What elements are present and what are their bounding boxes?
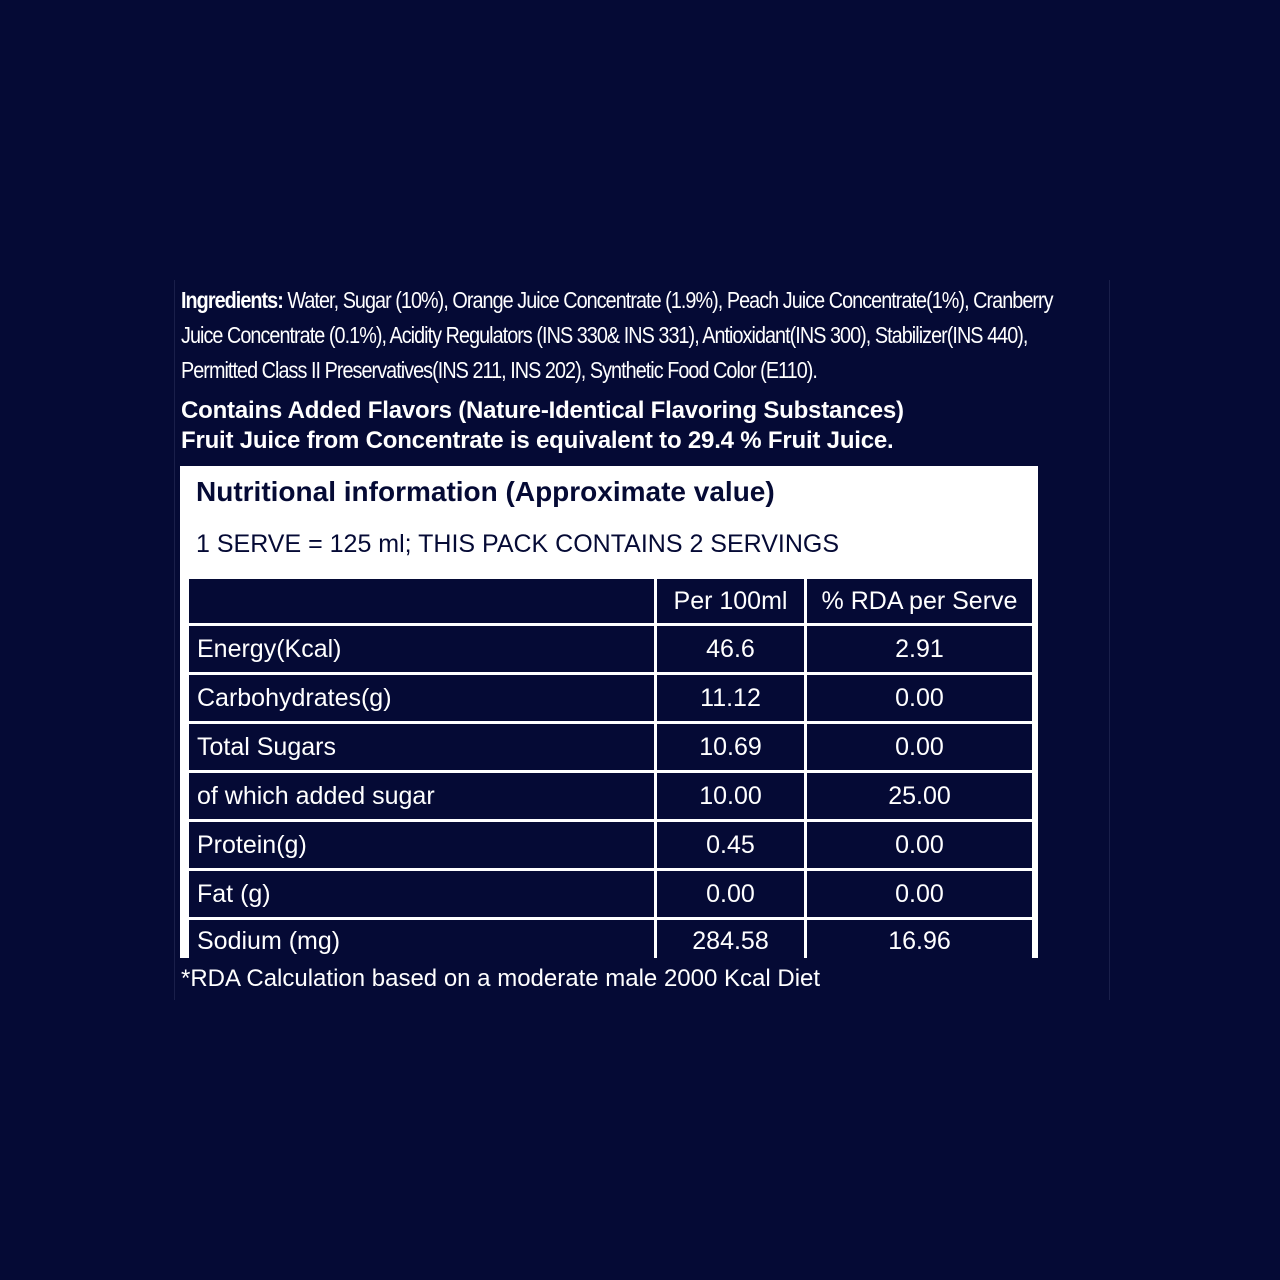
serving-info: 1 SERVE = 125 ml; THIS PACK CONTAINS 2 SERVINGS [196, 530, 840, 558]
nutrient-name: Sodium (mg) [189, 920, 654, 962]
nutrient-name: Protein(g) [189, 822, 654, 868]
ingredients-label: Ingredients: [181, 287, 283, 313]
rda-value: 0.00 [807, 822, 1032, 868]
table-header-row [189, 579, 1032, 623]
ingredients-line-2: Juice Concentrate (0.1%), Acidity Regulators (INS 330& INS 331), Antioxidant(INS 300), Stabilizer(INS 440), [181, 322, 1028, 348]
per-100ml-value: 0.45 [657, 822, 804, 868]
rda-value: 0.00 [807, 675, 1032, 721]
table-row [189, 724, 1032, 770]
header-per-100ml: Per 100ml [657, 579, 804, 623]
nutrient-name: Energy(Kcal) [189, 626, 654, 672]
ingredients-block [181, 283, 1106, 388]
ingredients-line-3: Permitted Class II Preservatives(INS 211, INS 202), Synthetic Food Color (E110). [181, 357, 817, 383]
rda-value: 0.00 [807, 871, 1032, 917]
rda-value: 25.00 [807, 773, 1032, 819]
nutrition-title: Nutritional information (Approximate value) [196, 476, 775, 507]
table-row [189, 675, 1032, 721]
added-flavors-statement: Contains Added Flavors (Nature-Identical Flavoring Substances) [181, 397, 904, 424]
table-row [189, 773, 1032, 819]
per-100ml-value: 284.58 [657, 920, 804, 962]
per-100ml-value: 0.00 [657, 871, 804, 917]
per-100ml-value: 46.6 [657, 626, 804, 672]
ingredients-text-1: Water, Sugar (10%), Orange Juice Concentrate (1.9%), Peach Juice Concentrate(1%), Cranberry [282, 287, 1053, 313]
nutrition-table [186, 576, 1035, 965]
nutrient-name: Total Sugars [189, 724, 654, 770]
ingredients-line-1 [181, 283, 1106, 318]
rda-footnote: *RDA Calculation based on a moderate male 2000 Kcal Diet [181, 965, 821, 992]
rda-value: 2.91 [807, 626, 1032, 672]
per-100ml-value: 10.69 [657, 724, 804, 770]
nutrient-name: of which added sugar [189, 773, 654, 819]
table-row [189, 871, 1032, 917]
rda-value: 0.00 [807, 724, 1032, 770]
header-nutrient [189, 579, 654, 623]
rda-value: 16.96 [807, 920, 1032, 962]
per-100ml-value: 11.12 [657, 675, 804, 721]
fruit-juice-statement: Fruit Juice from Concentrate is equivalent to 29.4 % Fruit Juice. [181, 427, 894, 454]
table-row [189, 920, 1032, 962]
flavors-block [181, 396, 904, 456]
nutrient-name: Carbohydrates(g) [189, 675, 654, 721]
table-row [189, 822, 1032, 868]
table-row [189, 626, 1032, 672]
per-100ml-value: 10.00 [657, 773, 804, 819]
header-rda: % RDA per Serve [807, 579, 1032, 623]
nutrient-name: Fat (g) [189, 871, 654, 917]
nutrition-panel [180, 466, 1038, 958]
